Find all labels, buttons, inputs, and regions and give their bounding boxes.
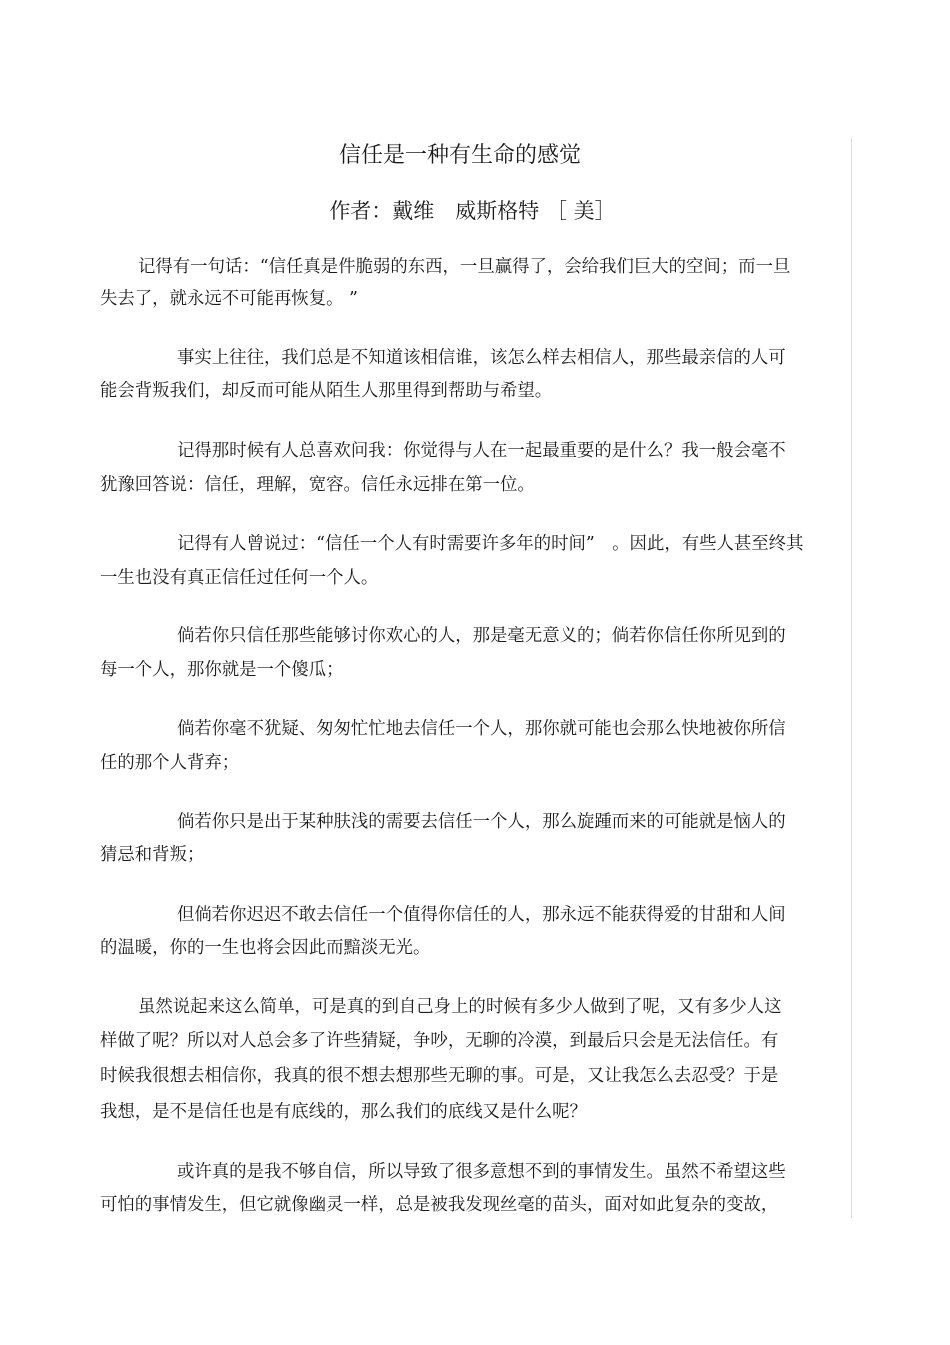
paragraph-7-line-2: 猜忌和背叛； xyxy=(100,845,205,865)
paragraph-9-line-4: 我想，是不是信任也是有底线的，那么我们的底线又是什么呢？ xyxy=(100,1102,587,1122)
paragraph-8-line-1: 但倘若你迟迟不敢去信任一个值得你信任的人，那永远不能获得爱的甘甜和人间 xyxy=(177,905,786,925)
paragraph-4-line-1: 记得有人曾说过：“信任一个人有时需要许多年的时间” 。因此，有些人甚至终其 xyxy=(177,534,804,554)
paragraph-1-line-1: 记得有一句话：“信任真是件脆弱的东西，一旦赢得了，会给我们巨大的空间；而一旦 xyxy=(138,257,791,277)
paragraph-9-line-2: 样做了呢？所以对人总会多了许些猜疑，争吵，无聊的冷漠，到最后只会是无法信任。有 xyxy=(100,1031,779,1051)
paragraph-4-line-2: 一生也没有真正信任过任何一个人。 xyxy=(100,568,379,588)
paragraph-1-line-2: 失去了，就永远不可能再恢复。 ” xyxy=(100,289,358,309)
paragraph-2-line-2: 能会背叛我们，却反而可能从陌生人那里得到帮助与希望。 xyxy=(100,381,553,401)
paragraph-6-line-2: 任的那个人背弃； xyxy=(100,753,240,773)
paragraph-6-line-1: 倘若你毫不犹疑、匆匆忙忙地去信任一个人，那你就可能也会那么快地被你所信 xyxy=(177,719,786,739)
document-author: 作者：戴维 威斯格特 ［ 美］ xyxy=(329,199,616,223)
document-title: 信任是一种有生命的感觉 xyxy=(338,143,581,168)
paragraph-3-line-1: 记得那时候有人总喜欢问我：你觉得与人在一起最重要的是什么？我一般会毫不 xyxy=(177,441,786,461)
page-edge-rule xyxy=(851,138,852,1218)
paragraph-2-line-1: 事实上往往，我们总是不知道该相信谁，该怎么样去相信人，那些最亲信的人可 xyxy=(177,348,786,368)
paragraph-5-line-1: 倘若你只信任那些能够讨你欢心的人，那是毫无意义的；倘若你信任你所见到的 xyxy=(177,626,786,646)
paragraph-7-line-1: 倘若你只是出于某种肤浅的需要去信任一个人，那么旋踵而来的可能就是恼人的 xyxy=(177,812,786,832)
paragraph-3-line-2: 犹豫回答说：信任，理解，宽容。信任永远排在第一位。 xyxy=(100,475,535,495)
paragraph-9-line-3: 时候我很想去相信你，我真的很不想去想那些无聊的事。可是，又让我怎么去忍受？于是 xyxy=(100,1066,779,1086)
paragraph-9-line-1: 虽然说起来这么简单，可是真的到自己身上的时候有多少人做到了呢，又有多少人这 xyxy=(138,997,782,1017)
paragraph-8-line-2: 的温暖，你的一生也将会因此而黯淡无光。 xyxy=(100,938,431,958)
paragraph-10-line-2: 可怕的事情发生，但它就像幽灵一样，总是被我发现丝毫的苗头，面对如此复杂的变故， xyxy=(100,1195,779,1215)
paragraph-10-line-1: 或许真的是我不够自信，所以导致了很多意想不到的事情发生。虽然不希望这些 xyxy=(177,1162,786,1182)
paragraph-5-line-2: 每一个人，那你就是一个傻瓜； xyxy=(100,660,344,680)
